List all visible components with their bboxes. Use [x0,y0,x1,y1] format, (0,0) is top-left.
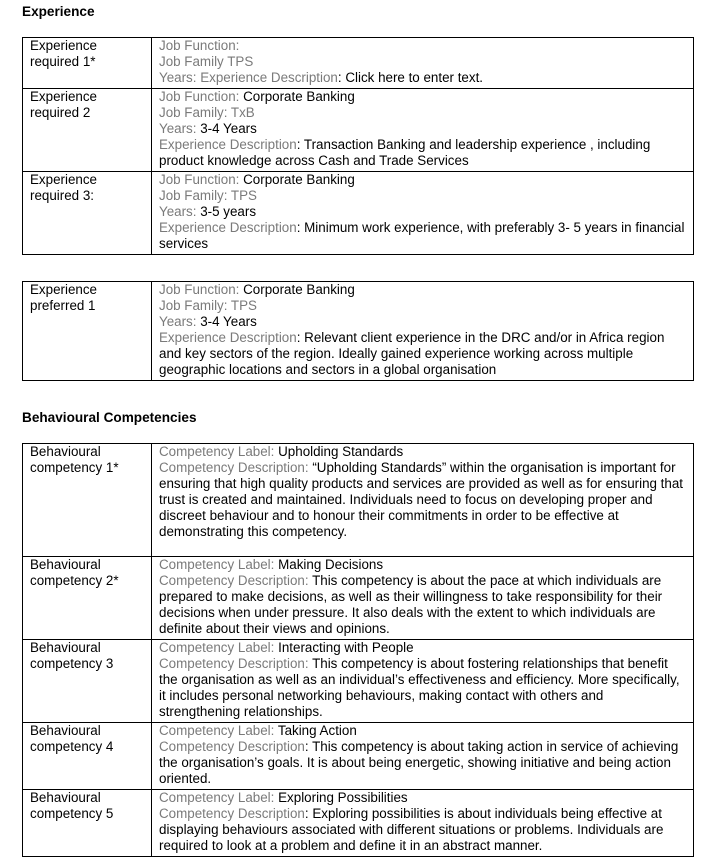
field-value: : This competency is about taking action in service of achieving the organisation’s goals. It is about being energetic, showing initiative and being action oriented. [159,739,679,786]
field-value: : Exploring possibilities is about individuals being effective at displaying behaviours associated with different situations or problems. Individuals are required to look at a problem and define it in an abstract manner. [159,806,664,853]
field-key: Competency Label: [159,640,275,655]
field-key: Job Family TPS [159,54,254,69]
field-key: Years: [159,314,197,329]
field-key: Competency Description [159,806,305,821]
field-key: Years: Experience Description [159,70,338,85]
row-content [152,89,694,172]
field-value: Corporate Banking [243,89,355,104]
row-content [152,172,694,255]
field-key: Experience Description [159,220,297,235]
field-value: Taking Action [277,723,357,738]
field-value: “Upholding Standards” within the organisation is important for ensuring that high quality products and services are provided as well as for ensuring that trust is created and maintained. Individuals need to focus on developing proper and discreet behaviour and to honour their commitments in order to be effective at demonstrating this competency. [159,460,684,539]
field-key: Job Function: [159,172,240,187]
row-content [152,640,694,723]
behavioural-competencies-table [22,443,694,857]
row-content [152,557,694,640]
field-key: Job Family: TPS [159,188,257,203]
placeholder-text[interactable]: : Click here to enter text. [337,70,484,85]
field-value: : Relevant client experience in the DRC and/or in Africa region and key sectors of the region. Ideally gained experience working across multiple geographic locations and sectors in a global organisation [159,330,665,377]
field-value: This competency is about fostering relationships that benefit the organisation as well as an individual’s effectiveness and efficiency. More specifically, it includes personal networking behaviours, making contact with others and strengthening relationships. [159,656,680,719]
field-key: Competency Label: [159,790,275,805]
field-key: Competency Description: [159,460,309,475]
row-label: Experience preferred 1 [23,282,152,381]
field-key: Years: [159,121,197,136]
field-value: Corporate Banking [243,282,355,297]
table-row [23,723,694,790]
field-key: Competency Label: [159,557,275,572]
table-row [23,557,694,640]
table-row [23,282,694,381]
field-value: This competency is about the pace at which individuals are prepared to make decisions, as well as their willingness to take responsibility for their decisions when under pressure. It also deals with the extent to which individuals are definite about their views and opinions. [159,573,663,636]
field-key: Years: [159,204,197,219]
field-key: Job Function: [159,89,240,104]
table-row [23,640,694,723]
table-row [23,790,694,857]
row-label: Behavioural competency 3 [23,640,152,723]
behavioural-heading: Behavioural Competencies [22,410,197,425]
field-key: Experience Description [159,330,297,345]
row-label: Behavioural competency 2* [23,557,152,640]
field-key: Job Family: TPS [159,298,257,313]
table-row [23,89,694,172]
field-key: Job Function: [159,38,240,53]
field-value: 3-4 Years [200,314,257,329]
field-value: 3-5 years [200,204,257,219]
field-value: : Transaction Banking and leadership experience , including product knowledge across Cash and Trade Services [159,137,651,168]
row-content [152,790,694,857]
row-content [152,38,694,89]
field-key: Competency Label: [159,723,275,738]
field-key: Competency Description: [159,573,309,588]
row-label: Behavioural competency 4 [23,723,152,790]
row-label: Behavioural competency 5 [23,790,152,857]
field-value: : Minimum work experience, with preferably 3- 5 years in financial services [159,220,685,251]
field-value: 3-4 Years [200,121,257,136]
field-key: Competency Description [159,739,305,754]
row-content [152,723,694,790]
field-key: Job Function: [159,282,240,297]
field-key: Competency Label: [159,444,275,459]
row-content [152,444,694,557]
experience-heading: Experience [22,4,95,19]
field-key: Job Family: TxB [159,105,255,120]
table-row [23,172,694,255]
row-label: Experience required 2 [23,89,152,172]
field-value: Interacting with People [278,640,414,655]
experience-preferred-table [22,281,694,381]
field-value: Exploring Possibilities [278,790,408,805]
row-label: Experience required 3: [23,172,152,255]
field-key: Competency Description: [159,656,309,671]
table-row [23,38,694,89]
field-value: Upholding Standards [278,444,404,459]
field-value: Corporate Banking [243,172,355,187]
row-label: Behavioural competency 1* [23,444,152,557]
table-row [23,444,694,557]
field-key: Experience Description [159,137,297,152]
experience-required-table [22,37,694,255]
row-label: Experience required 1* [23,38,152,89]
field-value: Making Decisions [278,557,384,572]
row-content [152,282,694,381]
